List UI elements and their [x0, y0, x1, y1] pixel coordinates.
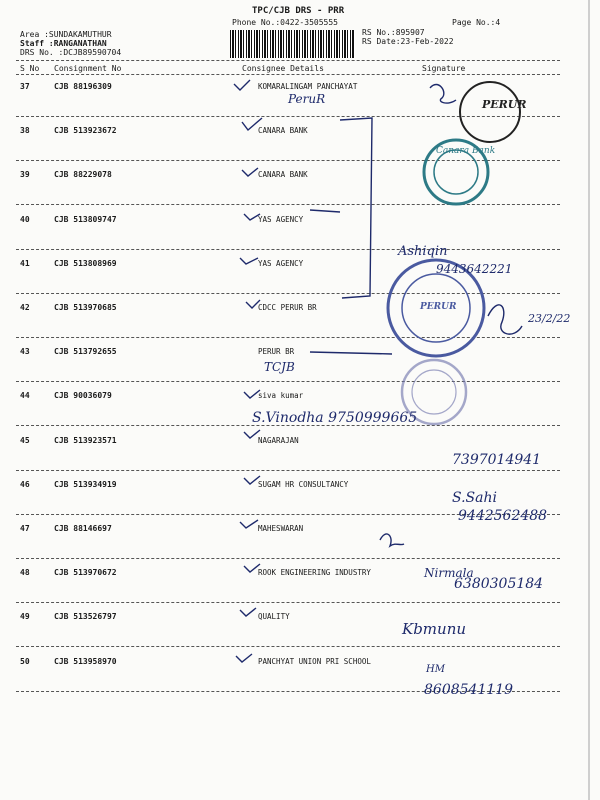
handwritten-signature: Ashiqin: [398, 244, 448, 259]
row-consignee-name: CANARA BANK: [258, 170, 308, 180]
rs-number: RS No.:895907: [362, 28, 425, 37]
row-serial-number: 37: [20, 82, 30, 91]
row-serial-number: 38: [20, 126, 30, 136]
row-consignment-number: CJB 513923571: [54, 435, 117, 445]
tick-mark: [242, 118, 262, 130]
stamp-text: Canara Bank: [436, 146, 496, 156]
tick-mark: [244, 476, 260, 484]
handwritten-phone: 7397014941: [452, 452, 542, 468]
col-consignment: Consignment No: [54, 64, 122, 73]
row-consignment-number: CJB 513970685: [54, 303, 117, 312]
row-consignment-number: CJB 513958970: [54, 656, 117, 666]
handwritten-note: PeruR: [288, 92, 326, 106]
bracket-connector: [310, 210, 340, 212]
row-consignee-name: KOMARALINGAM PANCHAYAT: [258, 82, 358, 91]
row-consignee-name: YAS AGENCY: [258, 258, 304, 268]
row-consignee-name: SUGAM HR CONSULTANCY: [258, 479, 349, 489]
tick-mark: [240, 258, 258, 264]
signature-scribble: [380, 534, 404, 546]
row-serial-number: 44: [20, 391, 30, 401]
col-sno: S No: [20, 64, 40, 73]
handwritten-phone: 9443642221: [436, 262, 513, 276]
tick-mark: [244, 214, 260, 220]
row-consignment-number: CJB 90036079: [54, 391, 112, 401]
row-consignment-number: CJB 88196309: [54, 82, 112, 91]
row-serial-number: 47: [20, 524, 30, 533]
row-serial-number: 45: [20, 435, 30, 445]
row-consignment-number: CJB 88229078: [54, 170, 112, 180]
row-consignment-number: CJB 513970672: [54, 568, 117, 578]
strike-mark: [310, 352, 392, 354]
handwritten-date: 23/2/22: [528, 312, 571, 325]
handwritten-note: HM: [426, 664, 445, 675]
tick-mark: [242, 168, 258, 176]
row-consignment-number: CJB 513809747: [54, 214, 117, 224]
row-consignment-number: CJB 513526797: [54, 612, 117, 622]
drs-number: DRS No. :DCJB89590704: [20, 48, 122, 57]
perur-stamp: [460, 82, 520, 142]
tick-mark: [246, 300, 260, 308]
col-consignee: Consignee Details: [242, 64, 324, 73]
handwritten-phone: 6380305184: [454, 576, 544, 592]
area-label: Area :SUNDAKAMUTHUR: [20, 30, 112, 39]
tick-mark: [234, 80, 250, 90]
signature-scribble: [430, 85, 456, 104]
tick-mark: [240, 520, 258, 528]
tick-mark: [236, 654, 252, 662]
row-serial-number: 39: [20, 170, 30, 180]
stamp-text: PERUR: [420, 302, 457, 312]
row-serial-number: 42: [20, 303, 30, 312]
staff-label: Staff :RANGANATHAN: [20, 39, 107, 48]
row-consignee-name: MAHESWARAN: [258, 524, 304, 533]
row-serial-number: 43: [20, 347, 30, 357]
handwritten-note: TCJB: [264, 360, 295, 374]
handwritten-note: S.Vinodha 9750999665: [252, 410, 418, 426]
row-consignee-name: PANCHYAT UNION PRI SCHOOL: [258, 656, 371, 666]
page-number: Page No.:4: [452, 18, 501, 27]
signature-scribble: [488, 305, 522, 334]
row-serial-number: 49: [20, 612, 30, 622]
row-consignment-number: CJB 513923672: [54, 126, 117, 136]
row-serial-number: 48: [20, 568, 30, 578]
row-serial-number: 46: [20, 479, 30, 489]
row-consignee-name: QUALITY: [258, 612, 290, 622]
row-serial-number: 40: [20, 214, 30, 224]
row-serial-number: 41: [20, 258, 30, 268]
handwritten-name: S.Sahi: [452, 490, 497, 506]
tick-mark: [244, 430, 260, 438]
tick-mark: [244, 564, 260, 572]
col-signature: Signature: [422, 64, 466, 73]
row-consignee-name: siva kumar: [258, 391, 304, 401]
bracket-mark: [340, 118, 372, 298]
tick-mark: [240, 608, 256, 616]
row-consignee-name: ROOK ENGINEERING INDUSTRY: [258, 568, 371, 578]
sheet-title: TPC/CJB DRS - PRR: [252, 6, 345, 16]
handwritten-name: Nirmala: [424, 566, 474, 580]
row-consignment-number: CJB 88146697: [54, 524, 112, 533]
row-consignment-number: CJB 513792655: [54, 347, 117, 357]
row-serial-number: 50: [20, 656, 30, 666]
row-consignee-name: CANARA BANK: [258, 126, 308, 136]
handwritten-signature: Kbmunu: [402, 620, 467, 638]
row-consignee-name: YAS AGENCY: [258, 214, 304, 224]
phone-number: Phone No.:0422-3505555: [232, 18, 338, 27]
handwritten-phone: 8608541119: [424, 682, 514, 698]
row-consignee-name: CDCC PERUR BR: [258, 303, 317, 312]
row-consignee-name: PERUR BR: [258, 347, 295, 357]
stamp-text: PERUR: [482, 98, 527, 111]
row-consignment-number: CJB 513808969: [54, 258, 117, 268]
row-consignee-name: NAGARAJAN: [258, 435, 299, 445]
row-consignment-number: CJB 513934919: [54, 479, 117, 489]
handwritten-phone: 9442562488: [458, 508, 548, 524]
tick-mark: [244, 390, 260, 398]
rs-date: RS Date:23-Feb-2022: [362, 37, 454, 46]
